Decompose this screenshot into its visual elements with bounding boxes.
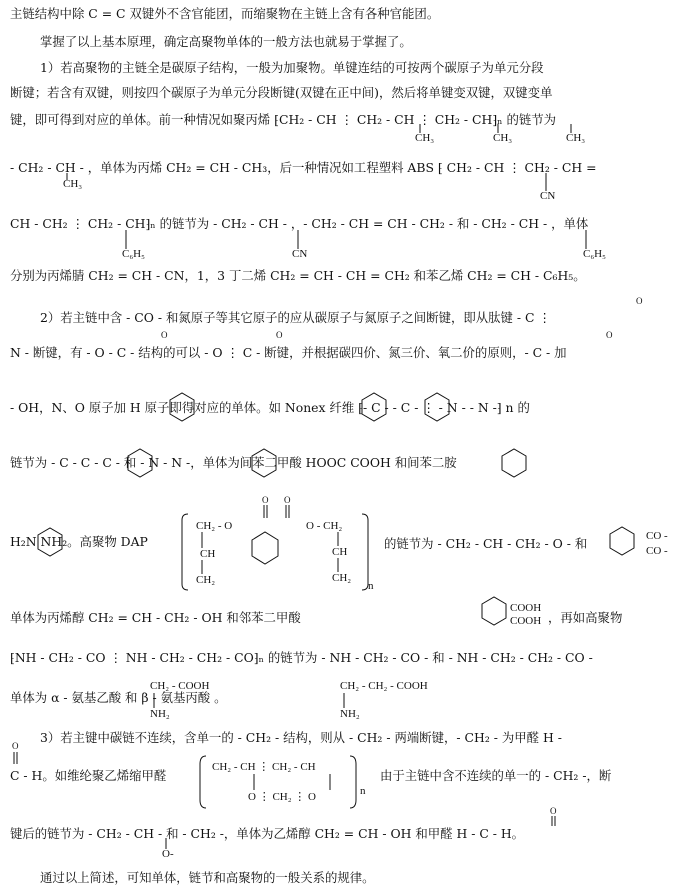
substituent-cn-1: CN xyxy=(540,190,556,202)
section-2-line-7: ⁅NH - CH₂ - CO ⋮ NH - CH₂ - CH₂ - CO⁆ₙ 的链节为 - NH - CH₂ - CO - 和 - NH - CH₂ - CH₂ - CO - xyxy=(10,650,593,665)
oxygen-mark: O xyxy=(262,495,269,505)
section-3-line-2: C - H。如维纶聚乙烯缩甲醛 xyxy=(10,768,167,783)
section-1-line-3: 键，即可得到对应的单体。前一种情况如聚丙烯 ⁅CH₂ - CH ⋮ CH₂ - CH ⋮ CH₂ - CH⁆ₙ 的链节为 xyxy=(10,112,557,127)
oxygen-mark: O xyxy=(606,330,613,340)
section-2-line-3: - OH，N、O 原子加 H 原子即得对应的单体。如 Nonex 纤维 ⁅- C - - C - ⋮ - N - - N -⁆ n 的 xyxy=(10,400,530,415)
alpha-top: CH₂ - COOH xyxy=(150,680,210,692)
substituent-ch3-3: CH₃ xyxy=(566,132,586,144)
dap-left-2: CH xyxy=(200,548,216,560)
oxygen-mark: O xyxy=(161,330,168,340)
section-2-line-5: H₂N NH₂。高聚物 DAP xyxy=(10,534,148,549)
dap-left-3: CH₂ xyxy=(196,574,216,586)
oxygen-mark: O xyxy=(284,495,291,505)
substituent-ch3-1: CH₃ xyxy=(415,132,435,144)
acid-group-1: COOH xyxy=(510,602,542,614)
section-2-line-6-right: ，再如高聚物 xyxy=(548,610,623,625)
section-2-line-2: N - 断键，有 - O - C - 结构的可以 - O ⋮ C - 断键，并根据碳四价、氮三价、氧二价的原则，- C - 加 xyxy=(10,345,567,360)
co-group-1: CO - xyxy=(646,530,668,542)
section-1-line-4: - CH₂ - CH - ，单体为丙烯 CH₂ = CH - CH₃，后一种情况如工程塑料 ABS ⁅ CH₂ - CH ⋮ CH₂ - CH = xyxy=(10,160,597,175)
substituent-c6h5-2: C₆H₅ xyxy=(583,248,606,260)
alpha-bottom: NH₂ xyxy=(150,708,170,720)
poly-subscript-n: n xyxy=(360,785,366,797)
dap-right-2: CH xyxy=(332,546,348,558)
conclusion: 通过以上简述，可知单体，链节和高聚物的一般关系的规律。 xyxy=(40,870,375,885)
paragraph-0-line-2: 掌握了以上基本原理，确定高聚物单体的一般方法也就易于掌握了。 xyxy=(40,34,412,49)
substituent-ch3-2: CH₃ xyxy=(493,132,513,144)
section-2-line-5-right: 的链节为 - CH₂ - CH - CH₂ - O - 和 xyxy=(384,536,588,551)
acid-group-2: COOH xyxy=(510,615,542,627)
bracket-right xyxy=(362,514,368,590)
beta-bottom: NH₂ xyxy=(340,708,360,720)
dap-right-3: CH₂ xyxy=(332,572,352,584)
section-3-line-3: 键后的链节为 - CH₂ - CH - 和 - CH₂ -，单体为乙烯醇 CH₂ = CH - OH 和甲醛 H - C - H。 xyxy=(10,826,525,841)
beta-top: CH₂ - CH₂ - COOH xyxy=(340,680,428,692)
oxygen-mark: O xyxy=(636,296,643,306)
co-group-2: CO - xyxy=(646,545,668,557)
substituent-c6h5-1: C₆H₅ xyxy=(122,248,145,260)
dap-left-1: CH₂ - O xyxy=(196,520,233,532)
section-2-line-6: 单体为丙烯醇 CH₂ = CH - CH₂ - OH 和邻苯二甲酸 xyxy=(10,610,301,625)
oxygen-mark: O xyxy=(550,806,557,816)
section-1-line-2: 断键；若含有双键，则按四个碳原子为单元分段断键(双键在正中间)，然后将单键变双键，双键变单 xyxy=(10,85,553,100)
paragraph-0-line-1: 主链结构中除 C = C 双键外不含官能团，而缩聚物在主链上含有各种官能团。 xyxy=(10,6,440,21)
dap-subscript-n: n xyxy=(368,580,374,592)
o-substituent: O- xyxy=(162,848,174,860)
bracket-left xyxy=(182,514,188,590)
dap-right-1: O - CH₂ xyxy=(306,520,343,532)
section-2-line-8: 单体为 α - 氨基乙酸 和 β - 氨基丙酸 。 xyxy=(10,690,227,705)
poly-bottom: O ⋮ CH₂ ⋮ O xyxy=(248,791,317,803)
oxygen-mark: O xyxy=(276,330,283,340)
section-2-line-4: 链节为 - C - C - C - 和 - N - N -，单体为间苯二甲酸 HOOC COOH 和间苯二胺 xyxy=(10,455,457,470)
section-2-line-1: 2）若主链中含 - CO - 和氮原子等其它原子的应从碳原子与氮原子之间断键，即从肽键 - C ⋮ xyxy=(40,310,551,325)
substituent-ch3-4: CH₃ xyxy=(63,178,83,190)
oxygen-mark: O xyxy=(12,741,19,751)
section-1-line-1: 1）若高聚物的主链全是碳原子结构，一般为加聚物。单键连结的可按两个碳原子为单元分段 xyxy=(40,60,544,75)
section-3-line-2-right: 由于主链中含不连续的单一的 - CH₂ -，断 xyxy=(380,768,612,783)
poly-top: CH₂ - CH ⋮ CH₂ - CH xyxy=(212,761,316,773)
substituent-cn-2: CN xyxy=(292,248,308,260)
section-3-line-1: 3）若主键中碳链不连续，含单一的 - CH₂ - 结构，则从 - CH₂ - 两端断键，- CH₂ - 为甲醛 H - xyxy=(40,730,562,745)
section-1-line-6: 分别为丙烯腈 CH₂ = CH - CN，1，3 丁二烯 CH₂ = CH - CH = CH₂ 和苯乙烯 CH₂ = CH - C₆H₅。 xyxy=(10,268,586,283)
section-1-line-5: CH - CH₂ ⋮ CH₂ - CH⁆ₙ 的链节为 - CH₂ - CH - ，- CH₂ - CH = CH - CH₂ - 和 - CH₂ - CH - ，单体 xyxy=(10,216,589,231)
